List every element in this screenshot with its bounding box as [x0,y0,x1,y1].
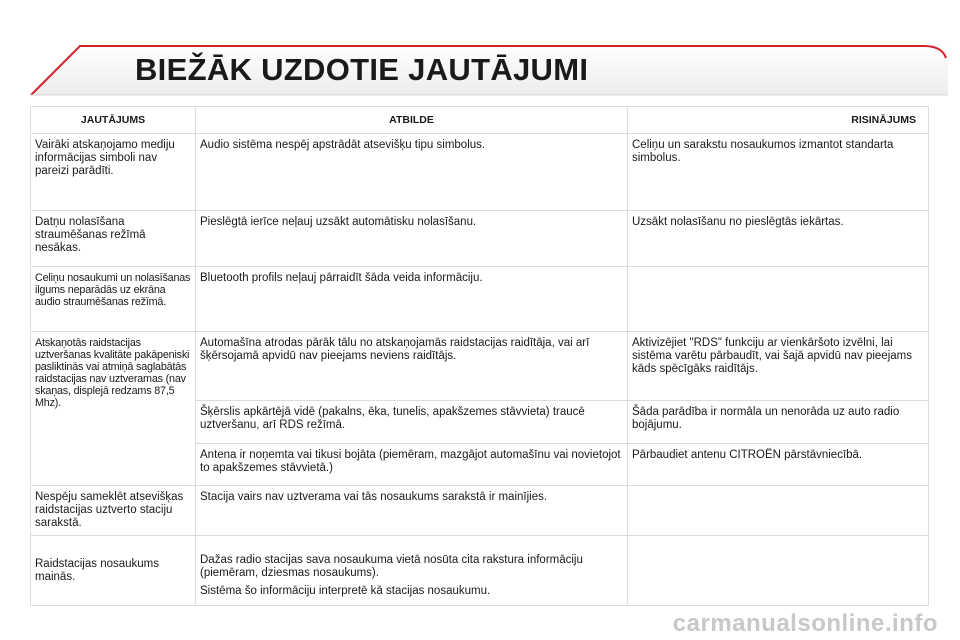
watermark: carmanualsonline.info [672,610,938,637]
solution-cell [628,267,929,332]
solution-cell [628,536,929,606]
column-header-solution: RISINĀJUMS [628,107,929,134]
faq-table [30,106,929,606]
solution-cell: Uzsākt nolasīšanu no pieslēgtās iekārtas. [628,211,929,267]
answer-cell [196,536,628,606]
solution-cell: Pārbaudiet antenu CITROËN pārstāvniecībā. [628,444,929,486]
question-cell: Atskaņotās raidstacijas uztveršanas kvalitāte pakāpeniski pasliktinās vai atmiņā saglabātās raidstacijas nav uztveramas (nav skaņas, displejā redzams 87,5 Mhz). [31,332,196,486]
table-header-row [31,107,929,134]
answer-paragraph: Sistēma šo informāciju interpretē kā stacijas nosaukumu. [200,585,491,597]
column-header-question: JAUTĀJUMS [31,107,196,134]
question-cell: Datņu nolasīšana straumēšanas režīmā nesākas. [31,211,196,267]
answer-cell: Stacija vairs nav uztverama vai tās nosaukums sarakstā ir mainījies. [196,486,628,536]
solution-cell: Šāda parādība ir normāla un nenorāda uz auto radio bojājumu. [628,401,929,444]
question-text: Raidstacijas nosaukums mainās. [35,558,160,583]
column-header-answer: ATBILDE [196,107,628,134]
page-title: BIEŽĀK UZDOTIE JAUTĀJUMI [135,52,589,87]
answer-paragraph: Dažas radio stacijas sava nosaukuma vietā nosūta cita rakstura informāciju (piemēram, dziesmas nosaukums). [200,554,583,579]
question-cell: Nespēju sameklēt atsevišķas raidstacijas uztverto staciju sarakstā. [31,486,196,536]
table-row [31,332,929,401]
table-row [31,536,929,606]
answer-cell: Automašīna atrodas pārāk tālu no atskaņojamās raidstacijas raidītāja, vai arī šķērsojamā apvidū nav pieejams neviens raidītājs. [196,332,628,401]
solution-cell [628,486,929,536]
answer-cell: Audio sistēma nespēj apstrādāt atsevišķu tipu simbolus. [196,134,628,211]
answer-cell: Pieslēgtā ierīce neļauj uzsākt automātisku nolasīšanu. [196,211,628,267]
question-cell [31,536,196,606]
table-row [31,211,929,267]
solution-cell: Aktivizējiet "RDS" funkciju ar vienkāršoto izvēlni, lai sistēma varētu pārbaudīt, vai šajā apvidū nav pieejams kāds spēcīgāks raidītājs. [628,332,929,401]
table-row [31,134,929,211]
answer-cell: Bluetooth profils neļauj pārraidīt šāda veida informāciju. [196,267,628,332]
answer-cell: Antena ir noņemta vai tikusi bojāta (piemēram, mazgājot automašīnu vai novietojot to apakšzemes stāvvietā.) [196,444,628,486]
answer-cell: Šķērslis apkārtējā vidē (pakalns, ēka, tunelis, apakšzemes stāvvieta) traucē uztveršanu, arī RDS režīmā. [196,401,628,444]
question-cell: Celiņu nosaukumi un nolasīšanas ilgums neparādās uz ekrāna audio straumēšanas režīmā. [31,267,196,332]
table-row [31,486,929,536]
question-cell: Vairāki atskaņojamo mediju informācijas simboli nav pareizi parādīti. [31,134,196,211]
solution-cell: Celiņu un sarakstu nosaukumos izmantot standarta simbolus. [628,134,929,211]
table-row [31,267,929,332]
